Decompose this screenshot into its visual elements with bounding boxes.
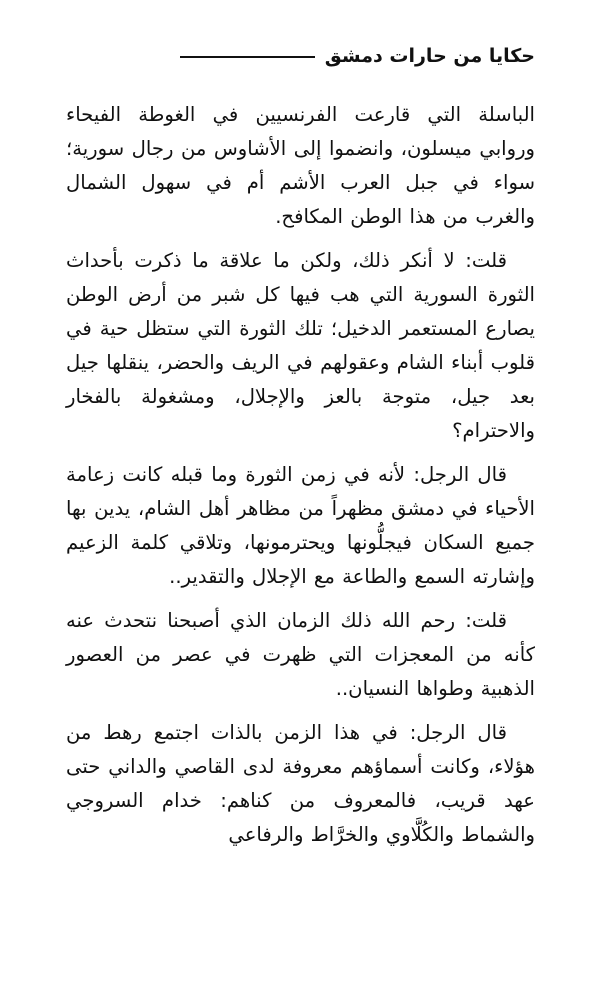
paragraph-4: قلت: رحم الله ذلك الزمان الذي أصبحنا نتحدث عنه كأنه من المعجزات التي ظهرت في عصر من العصور الذهبية وطواها النسيان.. [66,609,535,700]
chapter-title: حكايا من حارات دمشق [324,45,535,67]
paragraph-2: قلت: لا أنكر ذلك، ولكن ما علاقة ما ذكرت بأحداث الثورة السورية التي هب فيها كل شبر من أرض الوطن يصارع المستعمر الدخيل؛ تلك الثورة التي ستظل حية في قلوب أبناء الشام وعقولهم في الريف والحضر، ينقلها جيل بعد جيل، متوجة بالعز والإجلال، ومشغولة بالفخار والاحترام؟ [66,249,535,442]
body-text [66,98,535,862]
paragraph-5: قال الرجل: في هذا الزمن بالذات اجتمع رهط من هؤلاء، وكانت أسماؤهم معروفة لدى القاصي والداني حتى عهد قريب، فالمعروف من كناهم: خدام السروجي والشماط والكُلَّاوي والخرَّاط والرفاعي [66,721,535,846]
paragraph-1: الباسلة التي قارعت الفرنسيين في الغوطة الفيحاء وروابي ميسلون، وانضموا إلى الأشاوس من رجال سورية؛ سواء في جبل العرب الأشم أم في سهول الشمال والغرب من هذا الوطن المكافح. [66,103,535,228]
header-rule [180,56,315,58]
paragraph-3: قال الرجل: لأنه في زمن الثورة وما قبله كانت زعامة الأحياء في دمشق مظهراً من مظاهر أهل الشام، يدين بها جميع السكان فيجلُّونها ويحترمونها، وتلاقي كلمة الزعيم وإشارته السمع والطاعة مع الإجلال والتقدير.. [66,463,535,588]
running-header [180,40,535,72]
